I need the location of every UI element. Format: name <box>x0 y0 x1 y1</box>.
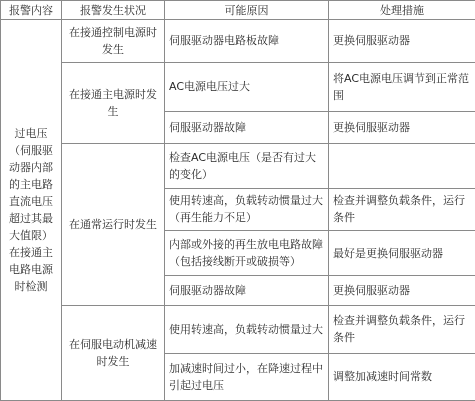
cause-cell: 内部或外接的再生放电电路故障（包括接线断开或破损等） <box>165 231 329 276</box>
action-cell <box>329 143 475 188</box>
alarm-content-cell: 过电压（伺服驱动器内部的主电路直流电压超过其最大值限）在接通主电路电源时检测 <box>1 20 62 401</box>
action-cell: 检查并调整负载条件，运行条件 <box>329 305 475 353</box>
cause-cell: 伺服驱动器故障 <box>165 111 329 143</box>
action-cell: 更换伺服驱动器 <box>329 111 475 143</box>
header-action: 处理措施 <box>329 1 475 20</box>
header-condition: 报警发生状况 <box>62 1 165 20</box>
table-row <box>1 143 475 188</box>
action-cell: 将AC电源电压调节到正常范围 <box>329 62 475 111</box>
table-row <box>1 305 475 353</box>
cause-cell: 使用转速高，负载转动惯量过大 <box>165 305 329 353</box>
cause-cell: 检查AC电源电压（是否有过大的变化） <box>165 143 329 188</box>
cause-cell: 伺服驱动器电路板故障 <box>165 20 329 63</box>
header-cause: 可能原因 <box>165 1 329 20</box>
condition-cell: 在接通主电源时发生 <box>62 62 165 143</box>
header-row <box>1 1 475 20</box>
cause-cell: 伺服驱动器故障 <box>165 276 329 306</box>
cause-cell: 加减速时间过小，在降速过程中引起过电压 <box>165 353 329 400</box>
cause-cell: AC电源电压过大 <box>165 62 329 111</box>
action-cell: 调整加减速时间常数 <box>329 353 475 400</box>
condition-cell: 在伺服电动机减速时发生 <box>62 305 165 400</box>
condition-cell: 在接通控制电源时发生 <box>62 20 165 63</box>
table-row <box>1 62 475 111</box>
action-cell: 更换伺服驱动器 <box>329 20 475 63</box>
table-row <box>1 20 475 63</box>
action-cell: 检查并调整负载条件，运行条件 <box>329 188 475 231</box>
header-content: 报警内容 <box>1 1 62 20</box>
action-cell: 更换伺服驱动器 <box>329 276 475 306</box>
action-cell: 最好是更换伺服驱动器 <box>329 231 475 276</box>
cause-cell: 使用转速高，负载转动惯量过大（再生能力不足） <box>165 188 329 231</box>
condition-cell: 在通常运行时发生 <box>62 143 165 305</box>
